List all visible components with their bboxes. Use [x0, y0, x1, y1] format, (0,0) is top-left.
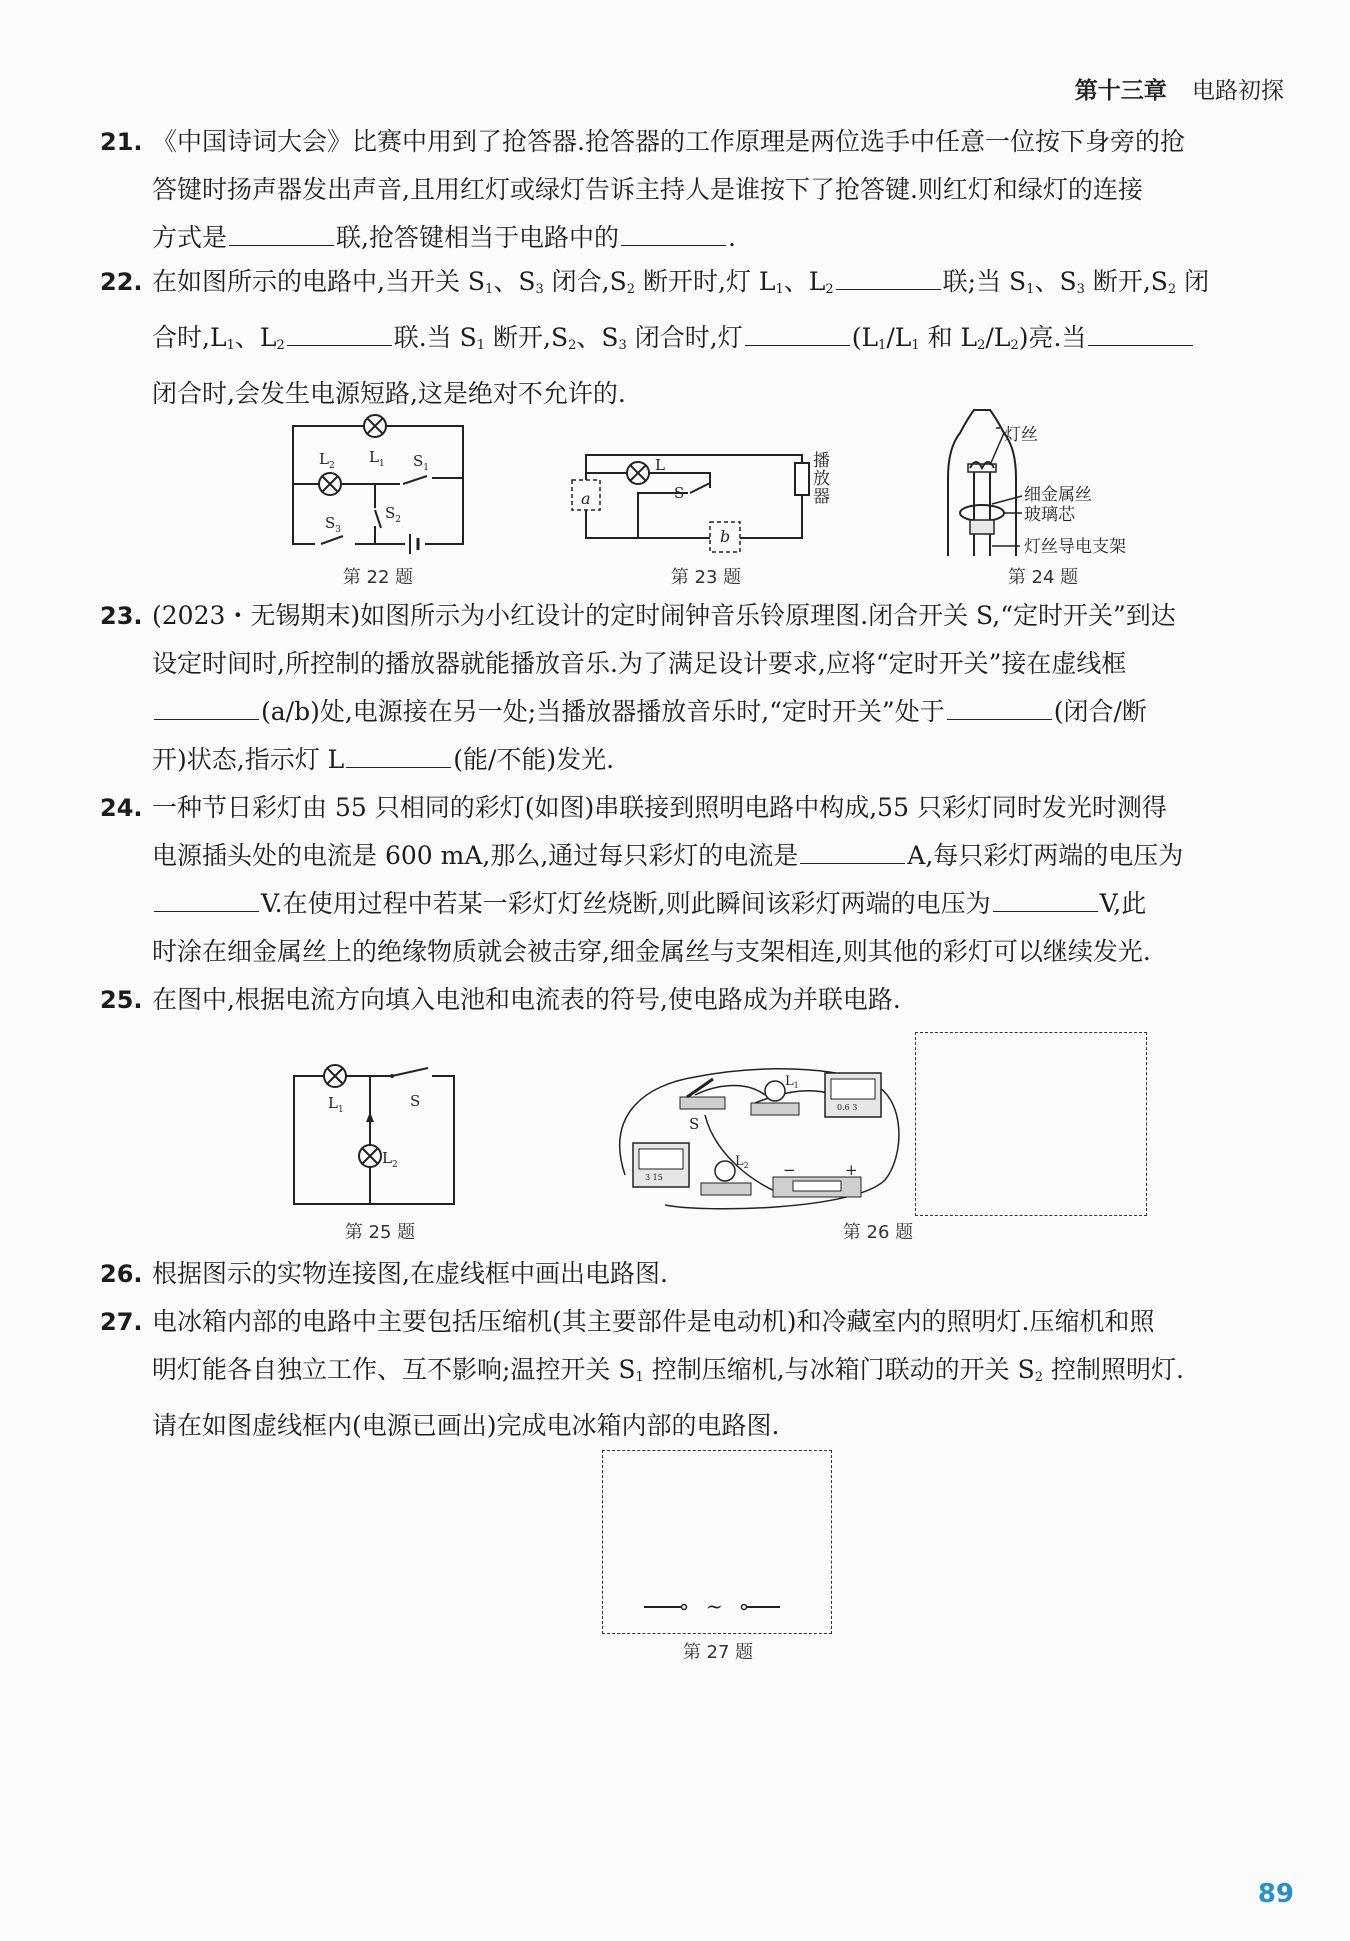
label-support: 灯丝导电支架: [1024, 537, 1126, 557]
question-text: 、S: [1034, 267, 1077, 296]
question-text: 答键时扬声器发出声音,且用红灯或绿灯告诉主持人是谁按下了抢答键.则红灯和绿灯的连接: [152, 175, 1143, 204]
question-text: V,此: [1099, 889, 1147, 918]
question-text: V.在使用过程中若某一彩灯灯丝烧断,则此瞬间该彩灯两端的电压为: [261, 889, 991, 918]
question-text: 和 L: [919, 323, 978, 352]
label-S2: $S_2$: [385, 504, 402, 525]
ac-symbol: ~: [706, 1594, 723, 1618]
subscript: 2: [276, 338, 285, 353]
answer-blank[interactable]: [346, 766, 451, 768]
question-text: 、L: [783, 267, 826, 296]
figure-caption: 第 24 题: [1007, 567, 1079, 588]
label-S: S: [410, 1092, 421, 1110]
answer-blank[interactable]: [154, 910, 259, 912]
question-number: 21.: [100, 128, 143, 156]
subscript: 2: [1010, 338, 1019, 353]
question-text: 断开时,灯 L: [635, 267, 776, 296]
question-24: [100, 784, 1290, 976]
subscript: 1: [911, 338, 920, 353]
question-text: 闭合时,会发生电源短路,这是绝对不允许的.: [152, 379, 626, 408]
question-text: 联,抢答键相当于电路中的: [336, 223, 619, 252]
chapter-title: 第十三章: [1074, 78, 1167, 104]
label-S3: $S_3$: [325, 514, 342, 535]
label-L: L: [655, 456, 665, 474]
drawing-box-26[interactable]: [915, 1032, 1147, 1216]
question-number: 25.: [100, 986, 143, 1014]
question-text: .: [727, 223, 736, 252]
question-text: 联;当 S: [942, 267, 1027, 296]
subscript: 1: [878, 338, 887, 353]
question-text: 时涂在细金属丝上的绝缘物质就会被击穿,细金属丝与支架相连,则其他的彩灯可以继续发光.: [152, 937, 1151, 966]
question-text: 开)状态,指示灯 L: [152, 745, 345, 774]
label-a: a: [581, 489, 591, 508]
label-L1: $L_1$: [785, 1074, 799, 1090]
figure-caption: 第 22 题: [342, 567, 414, 588]
answer-blank[interactable]: [800, 862, 905, 864]
question-text: 闭: [1176, 267, 1210, 296]
label-L2: $L_2$: [382, 1149, 398, 1170]
answer-blank[interactable]: [287, 344, 392, 346]
question-text: 在如图所示的电路中,当开关 S: [152, 267, 486, 296]
question-text: 、S: [493, 267, 536, 296]
label-filament: 灯丝: [1004, 425, 1038, 445]
question-text: 闭合时,灯: [626, 323, 743, 352]
label-wire: 细金属丝: [1024, 485, 1092, 505]
question-text: /L: [886, 323, 912, 352]
label-player: 放: [813, 469, 830, 489]
label-player: 播: [813, 451, 830, 471]
subscript: 2: [626, 282, 636, 297]
subscript: 2: [1034, 1370, 1044, 1385]
label-glass: 玻璃芯: [1024, 505, 1075, 525]
subscript: 1: [635, 1370, 644, 1385]
question-text: (2023・无锡期末)如图所示为小红设计的定时闹钟音乐铃原理图.闭合开关 S,“定时开关”到达: [152, 601, 1176, 630]
figure-caption: 第 26 题: [842, 1222, 914, 1243]
page-number: 89: [1257, 1879, 1294, 1909]
question-text: 闭合,S: [543, 267, 627, 296]
label-b: b: [720, 527, 731, 546]
question-text: 断开,S: [485, 323, 569, 352]
question-text: /L: [985, 323, 1011, 352]
subscript: 1: [485, 282, 494, 297]
question-21: [100, 118, 1290, 262]
question-text: 合时,L: [152, 323, 227, 352]
answer-blank[interactable]: [993, 910, 1098, 912]
label-L2: $L_2$: [319, 450, 335, 471]
label-plus: +: [845, 1161, 858, 1179]
question-text: 、S: [576, 323, 619, 352]
answer-blank[interactable]: [621, 244, 726, 246]
meter-scale: 0.6 3: [837, 1103, 858, 1112]
question-text: 请在如图虚线框内(电源已画出)完成电冰箱内部的电路图.: [152, 1411, 780, 1440]
question-text: 明灯能各自独立工作、互不影响;温控开关 S: [152, 1355, 636, 1384]
circuit-figure-25: [290, 1062, 460, 1212]
subscript: 1: [1026, 282, 1035, 297]
subscript: 2: [1167, 282, 1177, 297]
answer-blank[interactable]: [745, 344, 850, 346]
question-text: (L: [851, 323, 879, 352]
answer-blank[interactable]: [229, 244, 334, 246]
question-text: (a/b)处,电源接在另一处;当播放器播放音乐时,“定时开关”处于: [261, 697, 945, 726]
circuit-figure-23: [570, 448, 830, 558]
subscript: 2: [568, 338, 577, 353]
question-text: 根据图示的实物连接图,在虚线框中画出电路图.: [152, 1259, 668, 1288]
label-L2: $L_2$: [735, 1154, 749, 1170]
question-23: [100, 592, 1290, 784]
bulb-figure-24: [930, 408, 1160, 563]
question-text: 电冰箱内部的电路中主要包括压缩机(其主要部件是电动机)和冷藏室内的照明灯.压缩机和照: [152, 1307, 1155, 1336]
question-number: 24.: [100, 794, 143, 822]
subscript: 2: [977, 338, 986, 353]
label-S1: $S_1$: [413, 452, 430, 473]
question-text: (能/不能)发光.: [453, 745, 615, 774]
question-text: (闭合/断: [1053, 697, 1147, 726]
label-L1: $L_1$: [369, 448, 385, 469]
subscript: 1: [226, 338, 235, 353]
figure-caption: 第 27 题: [682, 1642, 754, 1663]
question-number: 22.: [100, 268, 143, 296]
question-26: [100, 1250, 1290, 1298]
figure-caption: 第 23 题: [670, 567, 742, 588]
question-text: 联.当 S: [393, 323, 477, 352]
question-text: 断开,S: [1084, 267, 1168, 296]
question-27: [100, 1298, 1290, 1450]
answer-blank[interactable]: [947, 718, 1052, 720]
label-L1: $L_1$: [328, 1094, 344, 1115]
power-source-27: [640, 1595, 790, 1619]
page-header: [1075, 72, 1284, 105]
question-text: 一种节日彩灯由 55 只相同的彩灯(如图)串联接到照明电路中构成,55 只彩灯同时发光时测得: [152, 793, 1167, 822]
question-22: [100, 258, 1290, 418]
subscript: 1: [775, 282, 784, 297]
label-minus: −: [783, 1161, 796, 1179]
question-25: [100, 976, 1290, 1024]
meter-scale: 3 15: [645, 1173, 663, 1182]
answer-blank[interactable]: [154, 718, 259, 720]
question-number: 26.: [100, 1260, 143, 1288]
question-text: A,每只彩灯两端的电压为: [907, 841, 1184, 870]
question-text: 设定时间时,所控制的播放器就能播放音乐.为了满足设计要求,应将“定时开关”接在虚线框: [152, 649, 1127, 678]
label-player: 器: [813, 487, 830, 507]
subscript: 3: [1076, 282, 1085, 297]
question-text: 控制照明灯.: [1043, 1355, 1184, 1384]
subscript: 2: [825, 282, 834, 297]
question-text: 在图中,根据电流方向填入电池和电流表的符号,使电路成为并联电路.: [152, 985, 901, 1014]
wiring-figure-26: [605, 1055, 905, 1215]
question-text: 方式是: [152, 223, 228, 252]
subscript: 3: [618, 338, 627, 353]
figure-caption: 第 25 题: [344, 1222, 416, 1243]
answer-blank[interactable]: [1088, 344, 1193, 346]
answer-blank[interactable]: [836, 288, 941, 290]
question-text: 电源插头处的电流是 600 mA,那么,通过每只彩灯的电流是: [152, 841, 799, 870]
question-text: 、L: [234, 323, 277, 352]
section-title: 电路初探: [1192, 78, 1284, 104]
question-number: 23.: [100, 602, 143, 630]
question-text: 控制压缩机,与冰箱门联动的开关 S: [643, 1355, 1035, 1384]
question-text: )亮.当: [1018, 323, 1087, 352]
subscript: 1: [476, 338, 486, 353]
circuit-figure-22: [285, 418, 475, 558]
question-text: 《中国诗词大会》比赛中用到了抢答器.抢答器的工作原理是两位选手中任意一位按下身旁的抢: [152, 127, 1185, 156]
subscript: 3: [535, 282, 544, 297]
question-number: 27.: [100, 1308, 143, 1336]
label-S: S: [689, 1115, 700, 1133]
label-S: S: [674, 484, 685, 502]
